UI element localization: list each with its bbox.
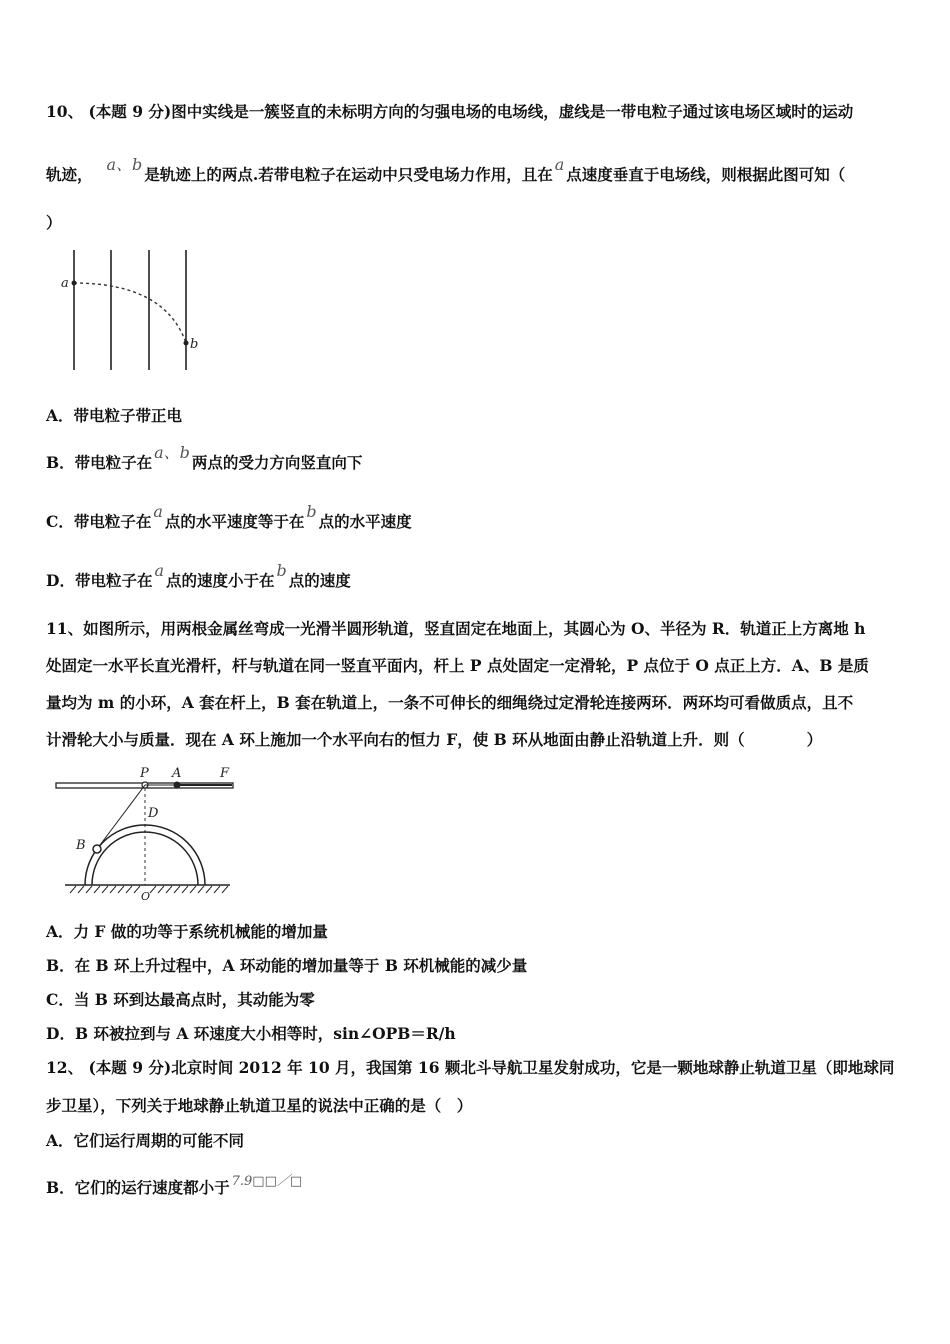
label-a: a [61,276,69,291]
label-F: F [220,766,230,781]
q10-stem-line-3: ） [46,213,62,232]
semicircle-track-inner [92,832,198,885]
option-formula: 7.9□□／□ [231,1174,303,1189]
q10-var-a: a [554,155,565,174]
label-b: b [190,337,199,352]
label-D: D [148,806,159,821]
q12-stem-line-2: 步卫星），下列关于地球静止轨道卫星的说法中正确的是（ ） [46,1096,473,1115]
label-A: A [172,766,182,781]
q12-option-a: A．它们运行周期的可能不同 [46,1131,245,1150]
q10-option-c [46,502,412,532]
label-B: B [76,838,86,853]
q10-stem-text: 轨迹， [46,165,93,184]
q11-option-c: C．当 B 环到达最高点时，其动能为零 [46,990,315,1009]
option-var: a [154,561,164,580]
option-text: 点的速度小于在 [166,571,275,590]
option-var: a [153,502,163,521]
option-text: B．带电粒子在 [46,453,153,472]
q10-electric-field-figure [55,245,215,375]
option-text: 点的水平速度等于在 [164,512,305,531]
label-O: O [141,890,151,900]
option-text: C．带电粒子在 [46,512,152,531]
q10-option-a: A．带电粒子带正电 [46,406,183,425]
point-b [184,341,189,346]
q11-stem-line-1: 11、如图所示，用两根金属丝弯成一光滑半圆形轨道，竖直固定在地面上，其圆心为 O、半径为 R．轨道正上方离地 h [46,619,866,638]
label-P: P [140,766,149,781]
q11-option-a: A．力 F 做的功等于系统机械能的增加量 [46,922,328,941]
q10-option-b [46,443,363,473]
q11-stem-line-4: 计滑轮大小与质量．现在 A 环上施加一个水平向右的恒力 F，使 B 环从地面由静止沿轨道上升．则（ ） [46,730,823,749]
option-text: 点的速度 [288,571,351,590]
q10-stem-text: 是轨迹上的两点.若带电粒子在运动中只受电场力作用，且在 [144,165,553,184]
option-text: D．带电粒子在 [46,571,153,590]
q10-stem-text: 点速度垂直于电场线，则根据此图可知（ [566,165,846,184]
ring-B [93,845,101,853]
option-text: 点的水平速度 [318,512,412,531]
q10-option-d [46,561,351,591]
option-var: a、b [154,443,190,462]
option-var: b [276,561,287,580]
option-var: b [306,502,317,521]
trajectory-dashed-curve [74,283,186,343]
q10-var-ab: a、b [106,155,143,174]
option-text: B．它们的运行速度都小于 [46,1178,230,1197]
q11-semicircle-track-figure [50,760,245,900]
q10-stem-line-2 [46,155,846,185]
point-a [72,281,77,286]
q12-option-b [46,1174,304,1200]
q12-stem-line-1: 12、 (本题 9 分)北京时间 2012 年 10 月，我国第 16 颗北斗导航卫星发射成功，它是一颗地球静止轨道卫星（即地球同 [46,1058,895,1077]
rope-PB [97,785,145,849]
q11-stem-line-2: 处固定一水平长直光滑杆，杆与轨道在同一竖直平面内，杆上 P 点处固定一定滑轮，P 点位于 O 点正上方．A、B 是质 [46,656,869,675]
q11-option-d: D．B 环被拉到与 A 环速度大小相等时，sin∠OPB＝R/h [46,1024,456,1043]
q10-stem-line-1: 10、 (本题 9 分)图中实线是一簇竖直的未标明方向的匀强电场的电场线，虚线是一带电粒子通过该电场区域时的运动 [46,102,854,121]
option-text: 两点的受力方向竖直向下 [191,453,363,472]
q11-option-b: B．在 B 环上升过程中，A 环动能的增加量等于 B 环机械能的减少量 [46,956,528,975]
q11-stem-line-3: 量均为 m 的小环，A 套在杆上，B 套在轨道上，一条不可伸长的细绳绕过定滑轮连接两环．两环均可看做质点，且不 [46,693,854,712]
